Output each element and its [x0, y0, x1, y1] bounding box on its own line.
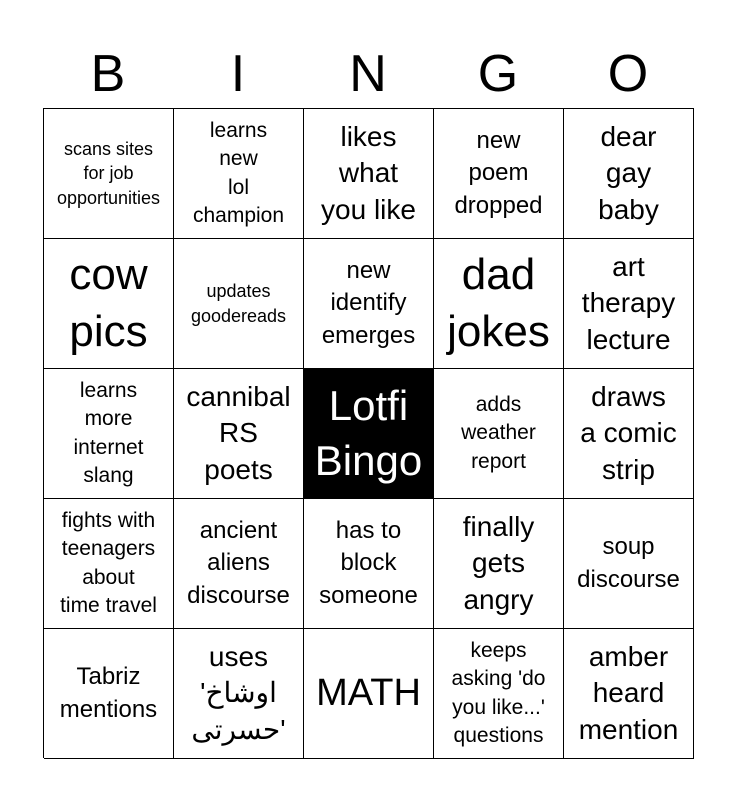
bingo-cell[interactable] [304, 239, 434, 369]
free-space-text: Lotfi Bingo [314, 381, 423, 484]
cell-text: new identify emerges [321, 256, 416, 349]
bingo-cell[interactable] [564, 109, 694, 239]
cell-text: learns new lol champion [192, 118, 285, 227]
cell-text: updates goodereads [190, 281, 287, 326]
header-letter-o: O [607, 45, 649, 103]
bingo-cell[interactable] [304, 629, 434, 759]
bingo-header [43, 40, 693, 108]
cell-text: Tabriz mentions [59, 663, 158, 723]
bingo-cell[interactable] [304, 109, 434, 239]
header-letter-n: N [349, 45, 387, 103]
cell-text: new poem dropped [454, 126, 543, 219]
free-space-cell[interactable] [304, 369, 434, 499]
cell-text: cow pics [69, 250, 148, 356]
cell-text: likes what you like [321, 120, 416, 225]
bingo-cell[interactable] [44, 109, 174, 239]
cell-text: cannibal RS poets [186, 380, 291, 485]
cell-text: keeps asking 'do you like...' questions [451, 638, 546, 747]
cell-text: adds weather report [461, 392, 536, 473]
cell-text: finally gets angry [462, 510, 535, 615]
bingo-cell[interactable] [44, 629, 174, 759]
cell-text: dear gay baby [598, 120, 659, 225]
bingo-cell[interactable] [174, 629, 304, 759]
cell-text: amber heard mention [578, 640, 679, 745]
bingo-cell[interactable] [434, 109, 564, 239]
header-letter-g: G [477, 45, 519, 103]
bingo-board [43, 108, 694, 758]
cell-text: uses 'اوشاخ حسرتی' [191, 640, 286, 745]
cell-text: soup discourse [577, 533, 680, 593]
bingo-cell[interactable] [44, 239, 174, 369]
bingo-cell[interactable] [434, 369, 564, 499]
bingo-cell[interactable] [434, 239, 564, 369]
bingo-cell[interactable] [174, 239, 304, 369]
bingo-cell[interactable] [564, 499, 694, 629]
bingo-cell[interactable] [434, 499, 564, 629]
header-letter-i: I [230, 45, 246, 103]
bingo-cell[interactable] [564, 629, 694, 759]
cell-text: ancient aliens discourse [187, 516, 290, 609]
cell-text: scans sites for job opportunities [56, 139, 161, 208]
cell-text: has to block someone [319, 516, 418, 609]
cell-text: MATH [316, 671, 421, 714]
bingo-cell[interactable] [434, 629, 564, 759]
bingo-cell[interactable] [44, 369, 174, 499]
header-letter-b: B [90, 45, 126, 103]
bingo-cell[interactable] [564, 239, 694, 369]
cell-text: art therapy lecture [581, 250, 676, 355]
bingo-cell[interactable] [174, 109, 304, 239]
bingo-cell[interactable] [174, 369, 304, 499]
cell-text: learns more internet slang [73, 378, 144, 487]
cell-text: dad jokes [447, 250, 550, 356]
bingo-cell[interactable] [564, 369, 694, 499]
cell-text: draws a comic strip [580, 380, 677, 485]
bingo-cell[interactable] [174, 499, 304, 629]
bingo-cell[interactable] [304, 499, 434, 629]
cell-text: fights with teenagers about time travel [60, 508, 157, 617]
bingo-cell[interactable] [44, 499, 174, 629]
